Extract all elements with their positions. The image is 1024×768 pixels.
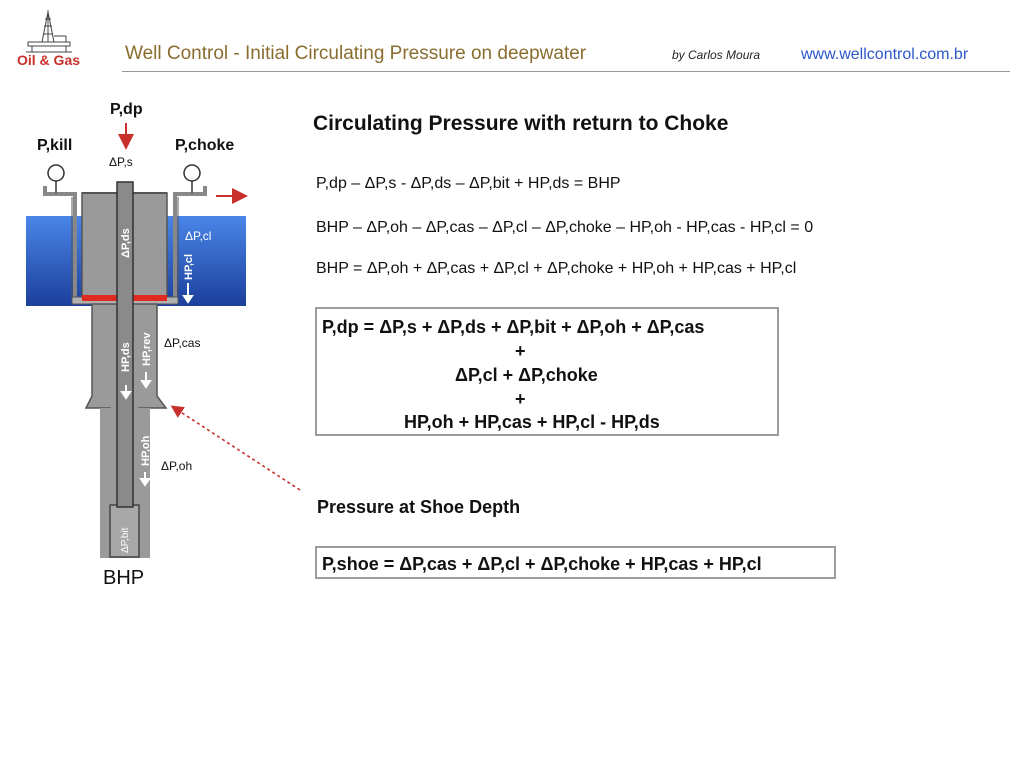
pdp-formula-line1: P,dp = ΔP,s + ΔP,ds + ΔP,bit + ΔP,oh + ΔP,cas xyxy=(322,317,705,337)
hp-oh-label: HP,oh xyxy=(140,435,152,466)
dp-bit-label: ΔP,bit xyxy=(120,527,131,553)
equation-bhp: BHP = ΔP,oh + ΔP,cas + ΔP,cl + ΔP,choke + HP,oh + HP,cas + HP,cl xyxy=(316,260,797,277)
result-box-pdp xyxy=(315,307,779,436)
dp-cas-label: ΔP,cas xyxy=(164,336,201,350)
dp-oh-label: ΔP,oh xyxy=(161,459,193,473)
page-title: Well Control - Initial Circulating Pressure on deepwater xyxy=(125,43,587,64)
p-dp-label: P,dp xyxy=(110,101,143,118)
hp-cl-label: HP,cl xyxy=(183,253,195,280)
shoe-section-title: Pressure at Shoe Depth xyxy=(317,497,521,517)
hp-ds-label: HP,ds xyxy=(120,342,132,372)
well-diagram xyxy=(0,0,310,600)
logo-text: Oil & Gas xyxy=(17,52,81,68)
shoe-formula: P,shoe = ΔP,cas + ΔP,cl + ΔP,choke + HP,cas + HP,cl xyxy=(322,554,762,574)
equation-drillpipe: P,dp – ΔP,s - ΔP,ds – ΔP,bit + HP,ds = BHP xyxy=(316,175,621,192)
result-box-shoe xyxy=(315,546,836,579)
pdp-formula-plus1: + xyxy=(515,341,526,361)
dp-cl-label: ΔP,cl xyxy=(185,229,212,243)
shoe-pointer-arrow xyxy=(176,409,300,490)
p-kill-label: P,kill xyxy=(37,137,73,154)
website-link[interactable]: www.wellcontrol.com.br xyxy=(801,46,969,63)
section-title: Circulating Pressure with return to Choke xyxy=(313,112,729,135)
kill-gauge-icon xyxy=(48,165,64,181)
pdp-formula-line2: ΔP,cl + ΔP,choke xyxy=(455,365,598,385)
p-choke-label: P,choke xyxy=(175,137,235,154)
choke-gauge-icon xyxy=(184,165,200,181)
author: by Carlos Moura xyxy=(672,48,761,62)
pdp-formula-line3: HP,oh + HP,cas + HP,cl - HP,ds xyxy=(404,412,660,432)
hp-rev-label: HP,rev xyxy=(141,332,153,366)
dp-s-label: ΔP,s xyxy=(109,155,133,169)
bhp-label: BHP xyxy=(103,567,145,589)
equation-annulus-balance: BHP – ΔP,oh – ΔP,cas – ΔP,cl – ΔP,choke – HP,oh - HP,cas - HP,cl = 0 xyxy=(316,219,814,236)
pdp-formula-plus2: + xyxy=(515,389,526,409)
dp-ds-riser-label: ΔP,ds xyxy=(120,228,132,258)
